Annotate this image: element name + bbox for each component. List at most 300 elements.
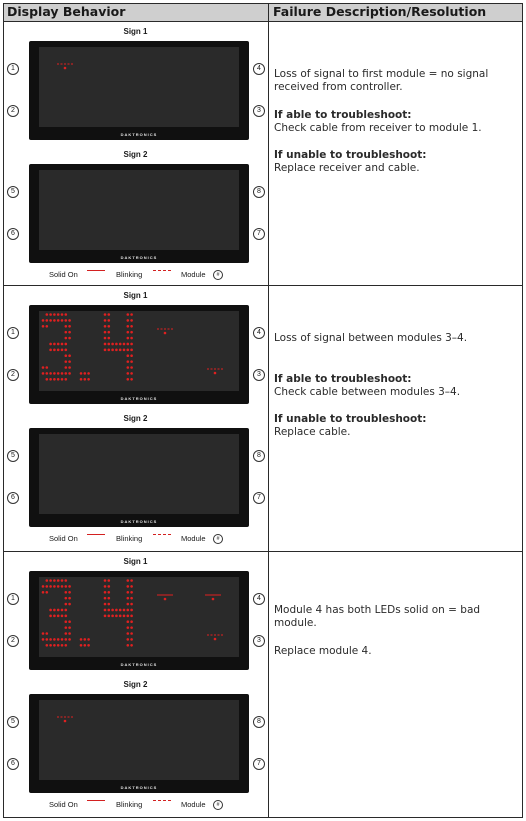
led-pixel (65, 626, 68, 629)
led-matrix (39, 434, 239, 514)
brand-logo: DAKTRONICS (120, 519, 158, 524)
led-pixel (53, 319, 56, 322)
led-pixel (49, 343, 52, 346)
led-pixel (130, 337, 133, 340)
led-pixel (42, 585, 45, 588)
led-pixel (111, 615, 114, 618)
led-pixel (68, 325, 71, 328)
led-pixel (123, 343, 126, 346)
led-pixel (46, 632, 49, 635)
led-pixel (57, 349, 60, 352)
led-pixel (108, 585, 111, 588)
sign-title: Sign 1 (123, 557, 148, 566)
led-pixel (57, 585, 60, 588)
sign-panel (29, 305, 249, 404)
led-pixel (104, 597, 107, 600)
unable-heading: If unable to troubleshoot: (274, 149, 427, 161)
sign-diagram (3, 27, 268, 145)
led-pixel (46, 325, 49, 328)
led-pixel (127, 620, 130, 623)
module-number-marker: 8 (253, 450, 265, 462)
led-pixel (127, 603, 130, 606)
led-pixel (104, 603, 107, 606)
brand-logo: DAKTRONICS (120, 396, 158, 401)
sign-panel (29, 428, 249, 527)
legend-solid-label: Solid On (49, 534, 78, 543)
module-number-marker: 5 (7, 186, 19, 198)
sign-screen (39, 47, 239, 127)
led-pixel (104, 579, 107, 582)
sign-diagram (3, 291, 268, 409)
failure-description: Loss of signal to first module = no signal received from controller. (274, 68, 489, 93)
led-matrix (39, 577, 239, 657)
blinking-led-indicator-led (214, 372, 217, 375)
led-matrix (39, 170, 239, 250)
unable-text: Replace receiver and cable. (274, 162, 420, 174)
module-number-marker: 1 (7, 63, 19, 75)
module-number-marker: 8 (253, 186, 265, 198)
sign-panel (29, 41, 249, 140)
led-pixel (53, 585, 56, 588)
led-pixel (127, 313, 130, 316)
led-pixel (130, 372, 133, 375)
unable-heading: If unable to troubleshoot: (274, 413, 427, 425)
led-pixel (119, 349, 122, 352)
failure-description: Loss of signal between modules 3–4. (274, 332, 468, 344)
sign-title: Sign 1 (123, 27, 148, 36)
led-pixel (53, 644, 56, 647)
led-pixel (127, 331, 130, 334)
led-pixel (53, 609, 56, 612)
led-pixel (104, 349, 107, 352)
led-pixel (108, 349, 111, 352)
led-pixel (127, 337, 130, 340)
led-pixel (65, 638, 68, 641)
led-pixel (115, 343, 118, 346)
led-pixel (57, 372, 60, 375)
sign-panel (29, 164, 249, 263)
led-pixel (65, 620, 68, 623)
led-pixel (53, 378, 56, 381)
led-pixel (53, 372, 56, 375)
legend-module-label: Module (181, 534, 206, 543)
able-text: Replace module 4. (274, 645, 372, 657)
led-pixel (127, 638, 130, 641)
led-pixel (65, 325, 68, 328)
module-number-marker: 3 (253, 105, 265, 117)
troubleshooting-table (3, 3, 523, 818)
module-number-marker: 2 (7, 369, 19, 381)
led-pixel (130, 331, 133, 334)
led-pixel (130, 620, 133, 623)
module-number-marker: 2 (7, 105, 19, 117)
led-matrix (39, 311, 239, 391)
blinking-led-indicator-led (214, 638, 217, 641)
led-pixel (80, 372, 83, 375)
table-row (3, 286, 523, 549)
led-pixel (127, 360, 130, 363)
led-pixel (111, 343, 114, 346)
sign-screen (39, 700, 239, 780)
led-pixel (130, 354, 133, 357)
module-number-marker: 4 (253, 327, 265, 339)
module-symbol-icon: # (213, 800, 223, 810)
solid-led-indicator-led (212, 598, 215, 601)
led-pixel (108, 579, 111, 582)
led-pixel (84, 638, 87, 641)
led-pixel (46, 591, 49, 594)
failure-description-cell (269, 552, 522, 815)
led-pixel (108, 313, 111, 316)
table-row (3, 552, 523, 815)
led-pixel (65, 360, 68, 363)
led-pixel (119, 609, 122, 612)
led-pixel (57, 638, 60, 641)
module-number-marker: 3 (253, 369, 265, 381)
legend-module-label: Module (181, 800, 206, 809)
led-pixel (68, 360, 71, 363)
led-pixel (61, 372, 64, 375)
led-pixel (53, 349, 56, 352)
led-pixel (68, 337, 71, 340)
led-pixel (104, 585, 107, 588)
solid-line-swatch (87, 800, 105, 801)
sign-diagram (3, 150, 268, 268)
module-symbol-icon: # (213, 270, 223, 280)
led-pixel (127, 349, 130, 352)
led-pixel (61, 585, 64, 588)
led-pixel (68, 603, 71, 606)
sign-diagram (3, 414, 268, 532)
led-pixel (61, 349, 64, 352)
display-behavior-cell (3, 552, 268, 815)
brand-logo: DAKTRONICS (120, 785, 158, 790)
led-pixel (68, 372, 71, 375)
led-pixel (108, 591, 111, 594)
led-pixel (127, 615, 130, 618)
led-pixel (49, 579, 52, 582)
led-pixel (46, 319, 49, 322)
led-pixel (46, 638, 49, 641)
sign-screen (39, 311, 239, 391)
led-pixel (68, 591, 71, 594)
led-pixel (53, 638, 56, 641)
failure-description-cell (269, 286, 522, 549)
able-text: Check cable between modules 3–4. (274, 386, 461, 398)
sign-title: Sign 2 (123, 414, 148, 423)
module-number-marker: 6 (7, 758, 19, 770)
module-number-marker: 1 (7, 593, 19, 605)
led-pixel (87, 644, 90, 647)
led-pixel (130, 638, 133, 641)
led-pixel (68, 319, 71, 322)
led-pixel (46, 644, 49, 647)
blinking-line-swatch (153, 534, 171, 535)
led-pixel (65, 632, 68, 635)
led-pixel (115, 615, 118, 618)
led-pixel (108, 319, 111, 322)
sign-screen (39, 170, 239, 250)
unable-text: Replace cable. (274, 426, 351, 438)
led-pixel (42, 591, 45, 594)
led-pixel (61, 313, 64, 316)
led-pixel (65, 579, 68, 582)
module-number-marker: 4 (253, 593, 265, 605)
module-number-marker: 7 (253, 758, 265, 770)
led-pixel (46, 366, 49, 369)
led-pixel (119, 343, 122, 346)
led-pixel (80, 638, 83, 641)
blinking-led-indicator-led (64, 67, 67, 70)
solid-led-indicator-led (164, 598, 167, 601)
led-pixel (61, 343, 64, 346)
blinking-line-swatch (153, 270, 171, 271)
module-number-marker: 4 (253, 63, 265, 75)
module-symbol-icon: # (213, 534, 223, 544)
failure-description-cell (269, 22, 522, 285)
led-pixel (68, 354, 71, 357)
sign-title: Sign 1 (123, 291, 148, 300)
led-pixel (42, 366, 45, 369)
led-pixel (130, 378, 133, 381)
led-pixel (49, 313, 52, 316)
sign-screen (39, 434, 239, 514)
led-pixel (127, 366, 130, 369)
able-text: Check cable from receiver to module 1. (274, 122, 482, 134)
blinking-line-swatch (153, 800, 171, 801)
led-pixel (130, 609, 133, 612)
brand-logo: DAKTRONICS (120, 662, 158, 667)
solid-line-swatch (87, 270, 105, 271)
led-pixel (104, 313, 107, 316)
led-pixel (104, 325, 107, 328)
led-pixel (87, 638, 90, 641)
led-pixel (57, 343, 60, 346)
led-pixel (130, 313, 133, 316)
able-heading: If able to troubleshoot: (274, 373, 412, 385)
led-pixel (108, 325, 111, 328)
led-pixel (46, 313, 49, 316)
led-pixel (104, 609, 107, 612)
led-pixel (80, 378, 83, 381)
led-pixel (68, 597, 71, 600)
led-pixel (46, 378, 49, 381)
table-row (3, 22, 523, 285)
led-pixel (127, 372, 130, 375)
sign-diagram (3, 557, 268, 675)
led-pixel (57, 609, 60, 612)
led-pixel (130, 325, 133, 328)
led-pixel (65, 591, 68, 594)
led-pixel (53, 615, 56, 618)
led-pixel (130, 319, 133, 322)
led-pixel (57, 378, 60, 381)
blinking-led-indicator-led (164, 332, 167, 335)
led-pixel (87, 372, 90, 375)
led-pixel (65, 331, 68, 334)
led-pixel (42, 632, 45, 635)
led-pixel (68, 585, 71, 588)
led-pixel (57, 313, 60, 316)
led-pixel (119, 615, 122, 618)
header-failure-description: Failure Description/Resolution (269, 3, 523, 21)
brand-logo: DAKTRONICS (120, 132, 158, 137)
led-pixel (127, 378, 130, 381)
led-pixel (68, 626, 71, 629)
brand-logo: DAKTRONICS (120, 255, 158, 260)
led-pixel (61, 319, 64, 322)
module-number-marker: 5 (7, 716, 19, 728)
led-pixel (53, 313, 56, 316)
led-pixel (68, 366, 71, 369)
led-pixel (111, 349, 114, 352)
led-pixel (65, 343, 68, 346)
led-pixel (104, 591, 107, 594)
module-number-marker: 6 (7, 492, 19, 504)
led-pixel (127, 319, 130, 322)
led-pixel (108, 615, 111, 618)
led-pixel (65, 313, 68, 316)
led-pixel (57, 615, 60, 618)
led-pixel (115, 349, 118, 352)
led-pixel (123, 349, 126, 352)
led-pixel (127, 597, 130, 600)
led-pixel (65, 337, 68, 340)
led-pixel (127, 626, 130, 629)
led-pixel (108, 597, 111, 600)
led-pixel (130, 349, 133, 352)
led-pixel (127, 585, 130, 588)
sign-title: Sign 2 (123, 150, 148, 159)
led-pixel (68, 620, 71, 623)
led-pixel (104, 615, 107, 618)
led-pixel (123, 609, 126, 612)
led-pixel (127, 325, 130, 328)
led-pixel (53, 343, 56, 346)
led-pixel (46, 372, 49, 375)
led-pixel (80, 644, 83, 647)
led-pixel (130, 343, 133, 346)
led-pixel (68, 638, 71, 641)
sign-title: Sign 2 (123, 680, 148, 689)
led-pixel (123, 615, 126, 618)
led-pixel (49, 319, 52, 322)
led-pixel (65, 319, 68, 322)
module-number-marker: 8 (253, 716, 265, 728)
led-pixel (104, 331, 107, 334)
led-pixel (84, 644, 87, 647)
legend-blinking-label: Blinking (116, 270, 143, 279)
led-pixel (65, 349, 68, 352)
led-pixel (84, 372, 87, 375)
led-pixel (87, 378, 90, 381)
sign-screen (39, 577, 239, 657)
led-pixel (127, 343, 130, 346)
led-pixel (49, 349, 52, 352)
led-pixel (115, 609, 118, 612)
module-number-marker: 3 (253, 635, 265, 647)
led-pixel (46, 579, 49, 582)
module-number-marker: 7 (253, 228, 265, 240)
led-pixel (57, 579, 60, 582)
led-pixel (68, 632, 71, 635)
display-behavior-cell (3, 22, 268, 285)
led-pixel (65, 597, 68, 600)
led-pixel (108, 331, 111, 334)
led-pixel (65, 378, 68, 381)
led-pixel (49, 644, 52, 647)
led-pixel (65, 372, 68, 375)
legend-solid-label: Solid On (49, 800, 78, 809)
led-pixel (65, 644, 68, 647)
failure-description: Module 4 has both LEDs solid on = bad module. (274, 604, 481, 629)
led-pixel (127, 354, 130, 357)
led-pixel (57, 319, 60, 322)
led-pixel (127, 632, 130, 635)
led-pixel (49, 609, 52, 612)
sign-diagram (3, 680, 268, 798)
led-pixel (130, 579, 133, 582)
led-pixel (49, 378, 52, 381)
led-pixel (108, 603, 111, 606)
led-pixel (49, 372, 52, 375)
led-matrix (39, 47, 239, 127)
able-heading: If able to troubleshoot: (274, 109, 412, 121)
led-pixel (61, 609, 64, 612)
legend-blinking-label: Blinking (116, 534, 143, 543)
led-pixel (65, 366, 68, 369)
led-pixel (130, 615, 133, 618)
led-pixel (49, 638, 52, 641)
led-pixel (127, 609, 130, 612)
module-number-marker: 2 (7, 635, 19, 647)
led-pixel (49, 585, 52, 588)
led-pixel (130, 597, 133, 600)
led-pixel (130, 360, 133, 363)
led-pixel (65, 603, 68, 606)
led-pixel (130, 366, 133, 369)
solid-line-swatch (87, 534, 105, 535)
module-number-marker: 6 (7, 228, 19, 240)
led-pixel (108, 609, 111, 612)
legend-module-label: Module (181, 270, 206, 279)
led-pixel (42, 372, 45, 375)
led-pixel (130, 626, 133, 629)
led-pixel (65, 585, 68, 588)
led-pixel (108, 343, 111, 346)
module-number-marker: 5 (7, 450, 19, 462)
led-pixel (65, 615, 68, 618)
led-pixel (61, 644, 64, 647)
led-matrix (39, 700, 239, 780)
led-pixel (130, 591, 133, 594)
led-pixel (127, 591, 130, 594)
led-pixel (130, 644, 133, 647)
led-pixel (42, 325, 45, 328)
led-pixel (108, 337, 111, 340)
led-pixel (65, 354, 68, 357)
led-pixel (130, 603, 133, 606)
sign-panel (29, 694, 249, 793)
header-display-behavior: Display Behavior (3, 3, 269, 21)
led-pixel (65, 609, 68, 612)
led-pixel (130, 632, 133, 635)
led-pixel (127, 644, 130, 647)
led-pixel (127, 579, 130, 582)
blinking-led-indicator-led (64, 720, 67, 723)
led-pixel (104, 337, 107, 340)
led-pixel (42, 638, 45, 641)
